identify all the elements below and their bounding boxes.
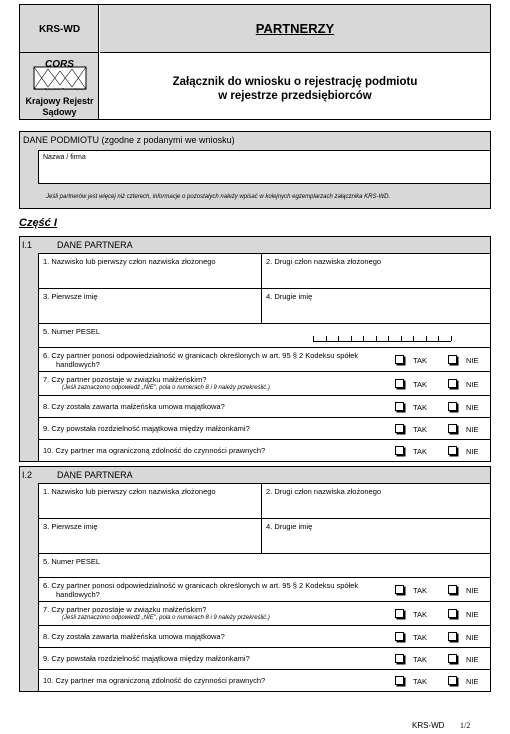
no-checkbox[interactable] <box>448 676 457 685</box>
no-label: NIE <box>466 356 479 365</box>
pesel-field[interactable] <box>38 553 490 578</box>
surname-label: 1. Nazwisko lub pierwszy człon nazwiska złożonego <box>43 257 216 266</box>
no-label: NIE <box>466 633 479 642</box>
logo-subtext: Centrum Ogólnopolskich Rejestrów Sądowych <box>34 88 86 91</box>
no-checkbox[interactable] <box>448 355 457 364</box>
pesel-digit-boxes[interactable] <box>313 335 451 342</box>
registry-line1: Krajowy Rejestr <box>25 96 94 106</box>
no-label: NIE <box>466 586 479 595</box>
yes-label: TAK <box>413 677 428 686</box>
no-label: NIE <box>466 610 479 619</box>
no-label: NIE <box>466 655 479 664</box>
question-7-note: (Jeśli zaznaczono odpowiedź „NIE", pola o numerach 8 i 9 należy przekreślić.) <box>62 615 270 621</box>
no-label: NIE <box>466 425 479 434</box>
question-10-label: 10. Czy partner ma ograniczoną zdolność do czynności prawnych? <box>43 446 266 455</box>
question-8-label: 8. Czy została zawarta małżeńska umowa majątkowa? <box>43 402 225 411</box>
yes-checkbox[interactable] <box>395 402 404 411</box>
yes-label: TAK <box>413 586 428 595</box>
yes-label: TAK <box>413 403 428 412</box>
yes-checkbox[interactable] <box>395 676 404 685</box>
section-heading: DANE PARTNERA <box>57 240 133 250</box>
no-checkbox[interactable] <box>448 654 457 663</box>
yes-label: TAK <box>413 380 428 389</box>
yes-label: TAK <box>413 610 428 619</box>
subtitle-line1: Załącznik do wniosku o rejestrację podmiotu <box>172 76 418 88</box>
no-label: NIE <box>466 403 479 412</box>
pesel-label: 5. Numer PESEL <box>43 557 101 566</box>
footer-code: KRS-WD <box>412 721 445 730</box>
section-heading: DANE PARTNERA <box>57 470 133 480</box>
yes-checkbox[interactable] <box>395 632 404 641</box>
entity-note: Jeśli partnerów jest więcej niż czterech, informacje o pozostałych należy wpisać w kolejnych egzemplarzach załącznika KRS-WD. <box>46 194 391 200</box>
first-name-label: 3. Pierwsze imię <box>43 292 98 301</box>
question-9-label: 9. Czy powstała rozdzielność majątkowa między małżonkami? <box>43 654 250 663</box>
logo-text: CORS <box>45 59 74 70</box>
yes-checkbox[interactable] <box>395 654 404 663</box>
no-checkbox[interactable] <box>448 424 457 433</box>
yes-checkbox[interactable] <box>395 424 404 433</box>
surname-label: 1. Nazwisko lub pierwszy człon nazwiska złożonego <box>43 487 216 496</box>
no-checkbox[interactable] <box>448 609 457 618</box>
yes-checkbox[interactable] <box>395 609 404 618</box>
yes-checkbox[interactable] <box>395 379 404 388</box>
yes-label: TAK <box>413 356 428 365</box>
question-6-label: 6. Czy partner ponosi odpowiedzialność w granicach określonych w art. 95 § 2 Kodeksu spółek <box>43 351 359 360</box>
question-7-label: 7. Czy partner pozostaje w związku małżeńskim? <box>43 605 207 614</box>
section-number: I.2 <box>22 470 33 480</box>
question-7-label: 7. Czy partner pozostaje w związku małżeńskim? <box>43 375 207 384</box>
second-name-label: 4. Drugie imię <box>266 522 313 531</box>
page-title: PARTNERZY <box>255 21 335 36</box>
question-6-label-cont: handlowych? <box>56 360 100 369</box>
first-name-label: 3. Pierwsze imię <box>43 522 98 531</box>
yes-label: TAK <box>413 425 428 434</box>
section-number: I.1 <box>22 240 33 250</box>
yes-checkbox[interactable] <box>395 446 404 455</box>
question-7-note: (Jeśli zaznaczono odpowiedź „NIE", pola o numerach 8 i 9 należy przekreślić.) <box>62 385 270 391</box>
yes-checkbox[interactable] <box>395 585 404 594</box>
registry-line2: Sądowy <box>42 107 77 117</box>
footer-page: 1/2 <box>460 721 471 730</box>
yes-checkbox[interactable] <box>395 355 404 364</box>
yes-label: TAK <box>413 447 428 456</box>
no-checkbox[interactable] <box>448 402 457 411</box>
entity-heading: DANE PODMIOTU (zgodne z podanymi we wniosku) <box>23 135 235 145</box>
no-label: NIE <box>466 447 479 456</box>
pesel-label: 5. Numer PESEL <box>43 327 101 336</box>
part-title: Część I <box>19 217 57 229</box>
question-6-label-cont: handlowych? <box>56 590 100 599</box>
yes-label: TAK <box>413 633 428 642</box>
second-name-label: 4. Drugie imię <box>266 292 313 301</box>
no-checkbox[interactable] <box>448 379 457 388</box>
question-10-label: 10. Czy partner ma ograniczoną zdolność do czynności prawnych? <box>43 676 266 685</box>
no-label: NIE <box>466 677 479 686</box>
question-6-label: 6. Czy partner ponosi odpowiedzialność w granicach określonych w art. 95 § 2 Kodeksu spółek <box>43 581 359 590</box>
question-8-label: 8. Czy została zawarta małżeńska umowa majątkowa? <box>43 632 225 641</box>
entity-name-field[interactable] <box>38 150 490 184</box>
entity-name-label: Nazwa / firma <box>43 154 86 161</box>
yes-label: TAK <box>413 655 428 664</box>
no-checkbox[interactable] <box>448 585 457 594</box>
second-surname-label: 2. Drugi człon nazwiska złożonego <box>266 487 382 496</box>
no-checkbox[interactable] <box>448 446 457 455</box>
subtitle-line2: w rejestrze przedsiębiorców <box>218 90 372 102</box>
form-code: KRS-WD <box>38 24 81 35</box>
no-checkbox[interactable] <box>448 632 457 641</box>
question-9-label: 9. Czy powstała rozdzielność majątkowa między małżonkami? <box>43 424 250 433</box>
second-surname-label: 2. Drugi człon nazwiska złożonego <box>266 257 382 266</box>
no-label: NIE <box>466 380 479 389</box>
